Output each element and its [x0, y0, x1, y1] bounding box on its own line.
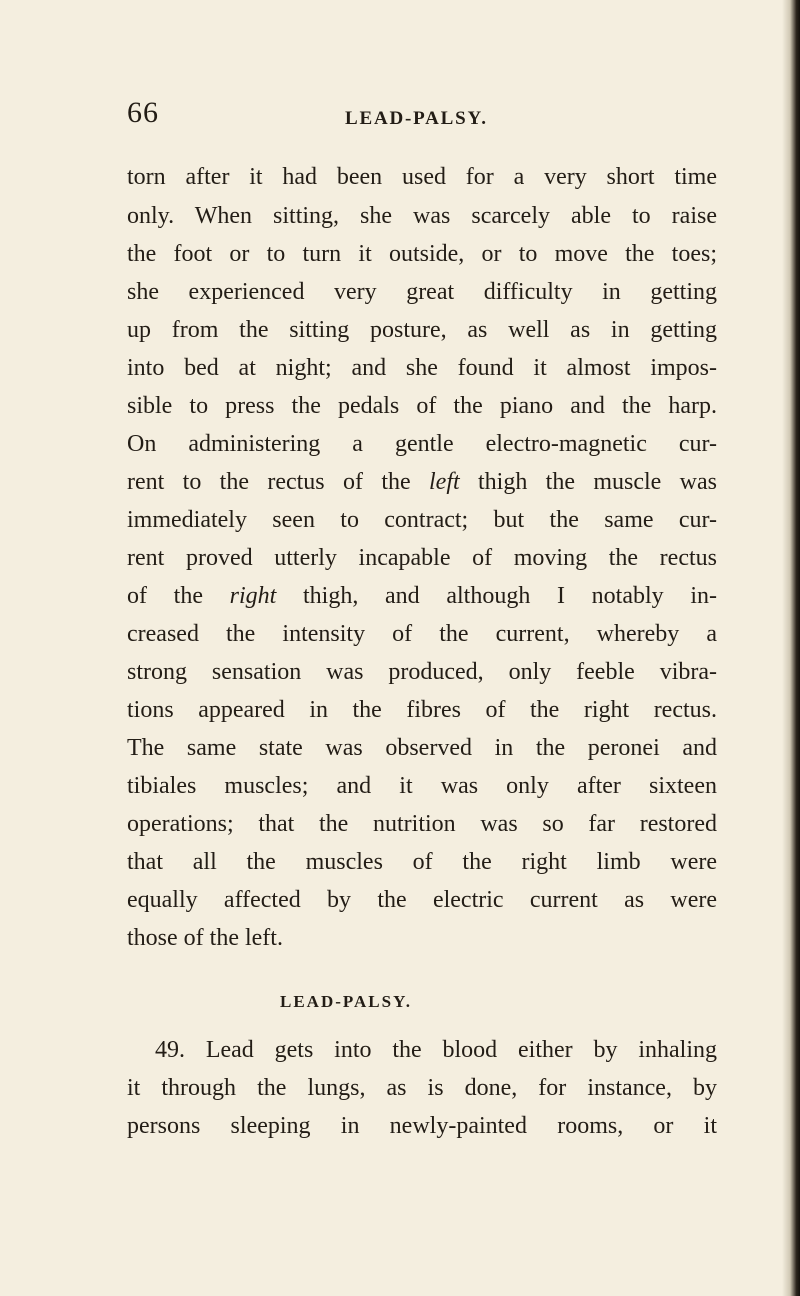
italic-word: right: [229, 583, 277, 609]
text-line: operations; that the nutrition was so far restored: [127, 811, 717, 837]
running-head: LEAD-PALSY.: [345, 108, 488, 129]
page-header: [127, 96, 717, 136]
page-number: 66: [127, 96, 159, 129]
text-span: thigh, and although I notably in-: [276, 583, 717, 609]
text-line: those of the left.: [127, 925, 283, 951]
text-line: the foot or to turn it outside, or to move the toes;: [127, 241, 717, 267]
text-line: The same state was observed in the peronei and: [127, 735, 717, 761]
text-span: thigh the muscle was: [459, 469, 717, 495]
text-span: rent to the rectus of the: [127, 469, 429, 495]
text-line: On administering a gentle electro-magnetic cur-: [127, 431, 717, 457]
text-span: of the: [127, 583, 230, 609]
text-line: torn after it had been used for a very short time: [127, 164, 717, 190]
italic-word: left: [429, 469, 460, 495]
text-line: [127, 465, 717, 499]
text-line: that all the muscles of the right limb were: [127, 849, 717, 875]
text-line: creased the intensity of the current, whereby a: [127, 621, 717, 647]
section-heading: LEAD-PALSY.: [280, 992, 413, 1011]
text-line: it through the lungs, as is done, for instance, by: [127, 1075, 717, 1101]
text-line: rent proved utterly incapable of moving the rectus: [127, 545, 717, 571]
text-line: she experienced very great difficulty in getting: [127, 279, 717, 305]
page-edge-shadow: [782, 0, 800, 1296]
text-line: tibiales muscles; and it was only after sixteen: [127, 773, 717, 799]
text-line: 49. Lead gets into the blood either by inhaling: [155, 1037, 717, 1063]
text-line: equally affected by the electric current as were: [127, 887, 717, 913]
text-line: persons sleeping in newly-painted rooms, or it: [127, 1113, 717, 1139]
text-line: [127, 579, 717, 613]
text-line: tions appeared in the fibres of the right rectus.: [127, 697, 717, 723]
text-line: up from the sitting posture, as well as in getting: [127, 317, 717, 343]
text-line: into bed at night; and she found it almost impos-: [127, 355, 717, 381]
text-line: sible to press the pedals of the piano and the harp.: [127, 393, 717, 419]
text-line: only. When sitting, she was scarcely able to raise: [127, 203, 717, 229]
text-line: strong sensation was produced, only feeble vibra-: [127, 659, 717, 685]
text-line: immediately seen to contract; but the same cur-: [127, 507, 717, 533]
